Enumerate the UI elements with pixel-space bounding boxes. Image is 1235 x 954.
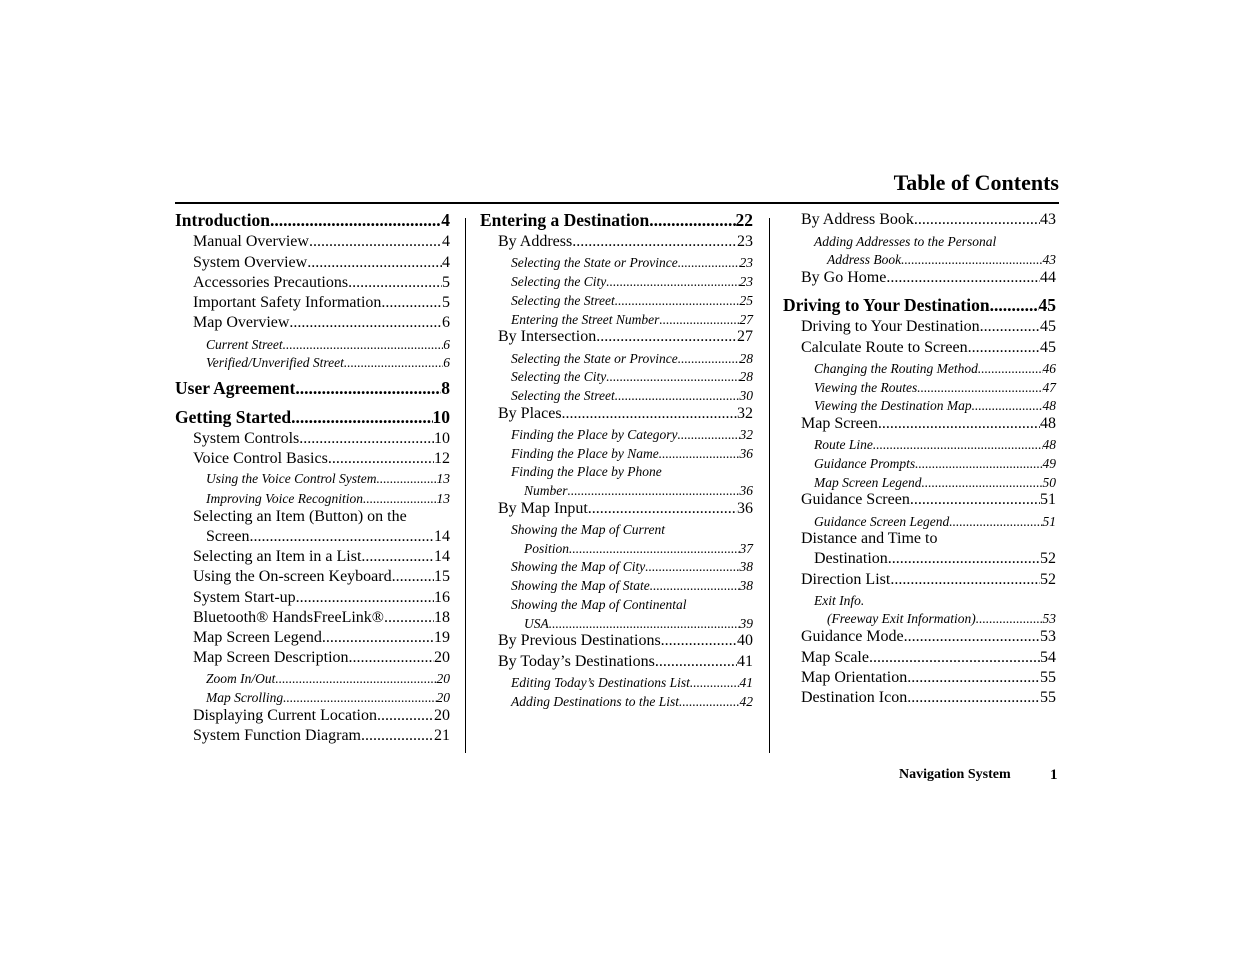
toc-page-number: 15 xyxy=(434,567,450,585)
toc-page-number: 39 xyxy=(739,615,753,631)
dot-leader xyxy=(307,255,442,271)
toc-page-number: 32 xyxy=(737,404,753,422)
toc-entry-title: Map Overview xyxy=(193,313,290,331)
toc-entry[interactable] xyxy=(193,275,450,291)
toc-entry-title: Map Orientation xyxy=(801,668,908,686)
toc-subentry[interactable] xyxy=(511,695,753,709)
toc-entry[interactable] xyxy=(801,270,1056,286)
toc-subentry[interactable] xyxy=(524,617,753,631)
toc-page-number: 12 xyxy=(434,449,450,467)
dot-leader xyxy=(915,457,1042,471)
toc-page-number: 20 xyxy=(436,670,450,686)
toc-subentry[interactable] xyxy=(206,672,450,686)
dot-leader xyxy=(661,633,737,649)
toc-entry-title: Selecting the Street xyxy=(511,387,615,403)
toc-entry-title: Driving to Your Destination xyxy=(783,294,990,315)
dot-leader xyxy=(309,234,442,250)
toc-entry[interactable] xyxy=(193,590,450,606)
toc-page-number: 55 xyxy=(1040,688,1056,706)
dot-leader xyxy=(572,234,737,250)
toc-page-number: 8 xyxy=(441,377,450,398)
dot-leader xyxy=(888,551,1040,567)
dot-leader xyxy=(349,650,434,666)
toc-page-number: 51 xyxy=(1040,490,1056,508)
toc-subentry[interactable] xyxy=(511,579,753,593)
toc-subentry[interactable] xyxy=(814,457,1056,471)
toc-page-number: 48 xyxy=(1040,414,1056,432)
toc-entry-title: Verified/Unverified Street xyxy=(206,354,344,370)
dot-leader xyxy=(606,370,739,384)
toc-entry-title: Showing the Map of City xyxy=(511,558,646,574)
toc-entry-title: Showing the Map of State xyxy=(511,577,650,593)
toc-page-number: 45 xyxy=(1040,317,1056,335)
toc-subentry[interactable] xyxy=(206,472,450,486)
toc-entry-title: Map Screen xyxy=(801,414,878,432)
toc-entry[interactable] xyxy=(801,572,1056,588)
toc-entry-title: Map Screen Description xyxy=(193,648,349,666)
toc-subentry[interactable] xyxy=(827,253,1056,267)
toc-subentry[interactable] xyxy=(206,338,450,352)
toc-entry-title: By Address xyxy=(498,232,573,250)
toc-entry-continuation: Address Book xyxy=(827,251,902,267)
toc-entry[interactable] xyxy=(801,416,1056,432)
toc-entry-title: Manual Overview xyxy=(193,232,309,250)
toc-entry[interactable] xyxy=(193,295,450,311)
toc-entry[interactable] xyxy=(193,431,450,447)
dot-leader xyxy=(878,416,1040,432)
toc-page-number: 21 xyxy=(434,726,450,744)
dot-leader xyxy=(377,708,434,724)
toc-page-number: 50 xyxy=(1042,474,1056,490)
toc-entry-title: Calculate Route to Screen xyxy=(801,338,968,356)
toc-entry-title: System Controls xyxy=(193,429,300,447)
toc-entry-title: Selecting the State or Province xyxy=(511,254,678,270)
toc-page-number: 54 xyxy=(1040,648,1056,666)
toc-page-number: 48 xyxy=(1042,436,1056,452)
toc-entry[interactable] xyxy=(801,212,1056,228)
dot-leader xyxy=(904,629,1040,645)
toc-subentry-first-line[interactable]: Adding Addresses to the Personal xyxy=(814,233,997,249)
dot-leader xyxy=(392,569,434,585)
toc-entry-title: Improving Voice Recognition xyxy=(206,490,363,506)
toc-subentry[interactable] xyxy=(524,484,753,498)
dot-leader xyxy=(588,501,737,517)
toc-subentry[interactable] xyxy=(511,676,753,690)
toc-entry-title: Using the On-screen Keyboard xyxy=(193,567,392,585)
dot-leader xyxy=(972,399,1043,413)
toc-page-number: 32 xyxy=(739,426,753,442)
toc-entry-title: Finding the Place by Category xyxy=(511,426,678,442)
toc-page-number: 43 xyxy=(1042,251,1056,267)
toc-entry[interactable] xyxy=(801,629,1056,645)
toc-subentry[interactable] xyxy=(814,362,1056,376)
toc-page-number: 37 xyxy=(739,540,753,556)
page-title: Table of Contents xyxy=(893,170,1059,195)
toc-entry[interactable] xyxy=(193,708,450,724)
dot-leader xyxy=(562,406,737,422)
dot-leader xyxy=(678,256,740,270)
toc-entry-title: Entering a Destination xyxy=(480,209,650,230)
toc-page-number: 19 xyxy=(434,628,450,646)
dot-leader xyxy=(606,275,739,289)
toc-entry[interactable] xyxy=(193,255,450,271)
dot-leader xyxy=(917,381,1042,395)
column-divider xyxy=(465,218,466,753)
toc-page-number: 18 xyxy=(434,608,450,626)
dot-leader xyxy=(322,630,434,646)
toc-entry-title: Selecting the Street xyxy=(511,292,615,308)
toc-entry[interactable] xyxy=(206,529,450,545)
toc-subentry-first-line[interactable]: Showing the Map of Current xyxy=(511,521,665,537)
toc-entry-continuation: USA xyxy=(524,615,549,631)
toc-page-number: 47 xyxy=(1042,379,1056,395)
dot-leader xyxy=(901,253,1042,267)
dot-leader xyxy=(568,484,740,498)
toc-page-number: 28 xyxy=(739,350,753,366)
toc-entry-title: Destination Icon xyxy=(801,688,908,706)
toc-entry[interactable] xyxy=(801,690,1056,706)
toc-subentry[interactable] xyxy=(511,256,753,270)
toc-entry-title: Selecting the State or Province xyxy=(511,350,678,366)
toc-page-number: 55 xyxy=(1040,668,1056,686)
dot-leader xyxy=(596,329,737,345)
toc-entry[interactable] xyxy=(193,315,450,331)
dot-leader xyxy=(376,472,436,486)
dot-leader xyxy=(283,691,436,705)
toc-entry-title: Selecting the City xyxy=(511,368,607,384)
dot-leader xyxy=(655,654,737,670)
toc-entry-title: Viewing the Destination Map xyxy=(814,397,972,413)
toc-entry-title: Zoom In/Out xyxy=(206,670,276,686)
dot-leader xyxy=(615,294,740,308)
toc-entry-title: Entering the Street Number xyxy=(511,311,660,327)
toc-subentry[interactable] xyxy=(511,560,753,574)
toc-subentry[interactable] xyxy=(814,476,1056,490)
toc-entry-title: By Today’s Destinations xyxy=(498,652,655,670)
dot-leader xyxy=(295,380,441,398)
toc-section-heading[interactable] xyxy=(480,209,753,230)
dot-leader xyxy=(569,542,739,556)
footer-label: Navigation System xyxy=(899,767,1011,782)
toc-page-number: 45 xyxy=(1040,338,1056,356)
toc-entry-title: Current Street xyxy=(206,336,283,352)
page-number: 1 xyxy=(1050,767,1058,783)
toc-page-number: 45 xyxy=(1038,294,1056,315)
toc-entry[interactable] xyxy=(498,501,753,517)
toc-entry-title: Introduction xyxy=(175,209,270,230)
dot-leader xyxy=(291,409,432,427)
toc-subentry[interactable] xyxy=(511,313,753,327)
toc-subentry[interactable] xyxy=(814,515,1056,529)
dot-leader xyxy=(645,560,739,574)
toc-subentry[interactable] xyxy=(511,447,753,461)
toc-page-number: 42 xyxy=(739,693,753,709)
toc-entry-title: Viewing the Routes xyxy=(814,379,918,395)
toc-entry-title: System Start-up xyxy=(193,588,296,606)
dot-leader xyxy=(381,295,442,311)
toc-entry-title: Changing the Routing Method xyxy=(814,360,978,376)
toc-page-number: 28 xyxy=(739,368,753,384)
dot-leader xyxy=(690,676,740,690)
toc-entry-title: Direction List xyxy=(801,570,891,588)
toc-subentry[interactable] xyxy=(206,356,450,370)
toc-page-number: 4 xyxy=(442,253,450,271)
toc-subentry[interactable] xyxy=(511,294,753,308)
column-divider xyxy=(769,218,770,753)
toc-page-number: 41 xyxy=(739,674,753,690)
toc-page-number: 20 xyxy=(436,689,450,705)
toc-page-number: 46 xyxy=(1042,360,1056,376)
dot-leader xyxy=(283,338,444,352)
toc-section-heading[interactable] xyxy=(175,406,450,427)
toc-page-number: 14 xyxy=(434,527,450,545)
toc-page-number: 41 xyxy=(737,652,753,670)
toc-subentry-first-line[interactable]: Finding the Place by Phone xyxy=(511,463,662,479)
toc-entry[interactable] xyxy=(193,234,450,250)
dot-leader xyxy=(679,695,739,709)
dot-leader xyxy=(250,529,434,545)
toc-subentry[interactable] xyxy=(827,612,1056,626)
toc-page-number: 48 xyxy=(1042,397,1056,413)
toc-page-number: 22 xyxy=(735,209,753,230)
dot-leader xyxy=(659,447,740,461)
dot-leader xyxy=(980,319,1040,335)
toc-page-number: 4 xyxy=(441,209,450,230)
toc-page-number: 23 xyxy=(739,254,753,270)
toc-section-heading[interactable] xyxy=(175,209,450,230)
toc-entry-title: By Go Home xyxy=(801,268,887,286)
toc-entry[interactable] xyxy=(498,654,753,670)
dot-leader xyxy=(549,617,740,631)
toc-entry-title: System Overview xyxy=(193,253,308,271)
toc-page-number: 5 xyxy=(442,293,450,311)
toc-entry-title: Guidance Prompts xyxy=(814,455,916,471)
dot-leader xyxy=(907,670,1040,686)
toc-entry-continuation: (Freeway Exit Information) xyxy=(827,610,976,626)
dot-leader xyxy=(348,275,442,291)
toc-subentry[interactable] xyxy=(814,438,1056,452)
toc-entry-title: Map Screen Legend xyxy=(193,628,322,646)
toc-entry-title: System Function Diagram xyxy=(193,726,361,744)
dot-leader xyxy=(869,650,1040,666)
toc-subentry[interactable] xyxy=(206,492,450,506)
toc-entry-continuation: Position xyxy=(524,540,570,556)
toc-page-number: 20 xyxy=(434,706,450,724)
toc-subentry[interactable] xyxy=(814,381,1056,395)
toc-entry[interactable] xyxy=(193,610,450,626)
dot-leader xyxy=(921,476,1042,490)
toc-page-number: 13 xyxy=(436,470,450,486)
toc-entry-title: Selecting the City xyxy=(511,273,607,289)
dot-leader xyxy=(990,297,1039,315)
dot-leader xyxy=(949,515,1042,529)
toc-page-number: 40 xyxy=(737,631,753,649)
toc-entry-title: Adding Destinations to the List xyxy=(511,693,680,709)
toc-entry[interactable] xyxy=(801,319,1056,335)
dot-leader xyxy=(677,428,739,442)
toc-entry[interactable] xyxy=(801,670,1056,686)
toc-page-number: 53 xyxy=(1040,627,1056,645)
toc-page-number: 44 xyxy=(1040,268,1056,286)
toc-entry-title: Getting Started xyxy=(175,406,292,427)
dot-leader xyxy=(650,579,740,593)
toc-page-number: 4 xyxy=(442,232,450,250)
dot-leader xyxy=(886,270,1040,286)
dot-leader xyxy=(344,356,443,370)
toc-entry-first-line[interactable]: Selecting an Item (Button) on the xyxy=(193,507,407,525)
toc-page-number: 6 xyxy=(443,354,450,370)
toc-subentry[interactable] xyxy=(814,399,1056,413)
dot-leader xyxy=(299,431,434,447)
toc-entry[interactable] xyxy=(193,569,450,585)
toc-subentry[interactable] xyxy=(511,428,753,442)
toc-entry[interactable] xyxy=(801,650,1056,666)
toc-entry-title: Guidance Screen Legend xyxy=(814,513,950,529)
dot-leader xyxy=(907,690,1040,706)
dot-leader xyxy=(270,212,441,230)
toc-entry-title: Editing Today’s Destinations List xyxy=(511,674,690,690)
dot-leader xyxy=(289,315,442,331)
toc-page-number: 23 xyxy=(739,273,753,289)
toc-entry[interactable] xyxy=(814,551,1056,567)
toc-page-number: 14 xyxy=(434,547,450,565)
toc-subentry[interactable] xyxy=(511,370,753,384)
dot-leader xyxy=(659,313,739,327)
toc-entry[interactable] xyxy=(498,633,753,649)
toc-section-heading[interactable] xyxy=(175,377,450,398)
toc-page-number: 13 xyxy=(436,490,450,506)
toc-page-number: 52 xyxy=(1040,570,1056,588)
toc-entry-title: Finding the Place by Name xyxy=(511,445,659,461)
toc-entry[interactable] xyxy=(498,234,753,250)
toc-page-number: 49 xyxy=(1042,455,1056,471)
dot-leader xyxy=(678,352,740,366)
toc-entry[interactable] xyxy=(193,630,450,646)
toc-page-number: 52 xyxy=(1040,549,1056,567)
toc-page-number: 20 xyxy=(434,648,450,666)
toc-entry-title: User Agreement xyxy=(175,377,296,398)
dot-leader xyxy=(978,362,1043,376)
toc-page-number: 38 xyxy=(739,558,753,574)
toc-page-number: 38 xyxy=(739,577,753,593)
dot-leader xyxy=(361,549,434,565)
dot-leader xyxy=(968,340,1040,356)
toc-entry[interactable] xyxy=(193,728,450,744)
toc-entry-title: Driving to Your Destination xyxy=(801,317,980,335)
toc-entry[interactable] xyxy=(801,492,1056,508)
toc-subentry-first-line[interactable]: Exit Info. xyxy=(814,592,865,608)
toc-entry-title: Map Scrolling xyxy=(206,689,284,705)
toc-entry-title: Map Scale xyxy=(801,648,869,666)
dot-leader xyxy=(328,451,434,467)
toc-page-number: 36 xyxy=(739,482,753,498)
toc-entry-first-line[interactable]: Distance and Time to xyxy=(801,529,938,547)
toc-page-number: 53 xyxy=(1042,610,1056,626)
dot-leader xyxy=(873,438,1043,452)
toc-page-number: 36 xyxy=(737,499,753,517)
toc-subentry[interactable] xyxy=(511,389,753,403)
toc-subentry-first-line[interactable]: Showing the Map of Continental xyxy=(511,596,687,612)
toc-entry[interactable] xyxy=(801,340,1056,356)
toc-page-number: 25 xyxy=(739,292,753,308)
toc-entry-title: Selecting an Item in a List xyxy=(193,547,362,565)
toc-entry[interactable] xyxy=(498,406,753,422)
toc-entry[interactable] xyxy=(193,451,450,467)
toc-entry-title: Voice Control Basics xyxy=(193,449,328,467)
toc-page-number: 5 xyxy=(442,273,450,291)
dot-leader xyxy=(649,212,735,230)
toc-page-number: 10 xyxy=(434,429,450,447)
toc-page-number: 43 xyxy=(1040,210,1056,228)
toc-entry-title: By Map Input xyxy=(498,499,588,517)
toc-page-number: 6 xyxy=(443,336,450,352)
toc-page-number: 27 xyxy=(739,311,753,327)
dot-leader xyxy=(275,672,436,686)
header-rule xyxy=(175,202,1059,204)
toc-section-heading[interactable] xyxy=(783,294,1056,315)
dot-leader xyxy=(615,389,740,403)
toc-entry-title: Map Screen Legend xyxy=(814,474,922,490)
toc-entry-title: Important Safety Information xyxy=(193,293,382,311)
dot-leader xyxy=(976,612,1043,626)
toc-entry[interactable] xyxy=(498,329,753,345)
toc-entry-title: Using the Voice Control System xyxy=(206,470,377,486)
toc-subentry[interactable] xyxy=(524,542,753,556)
dot-leader xyxy=(914,212,1040,228)
toc-entry-continuation: Screen xyxy=(206,527,250,545)
toc-page-number: 51 xyxy=(1042,513,1056,529)
toc-page-number: 23 xyxy=(737,232,753,250)
toc-page-number: 27 xyxy=(737,327,753,345)
toc-entry-title: Guidance Mode xyxy=(801,627,904,645)
toc-entry[interactable] xyxy=(193,549,450,565)
toc-entry-title: Guidance Screen xyxy=(801,490,910,508)
toc-page-number: 16 xyxy=(434,588,450,606)
toc-entry-continuation: Number xyxy=(524,482,568,498)
toc-subentry[interactable] xyxy=(206,691,450,705)
toc-entry-title: Route Line xyxy=(814,436,873,452)
toc-entry-title: By Intersection xyxy=(498,327,597,345)
toc-entry-title: Bluetooth® HandsFreeLink® xyxy=(193,608,384,626)
dot-leader xyxy=(363,492,437,506)
dot-leader xyxy=(910,492,1040,508)
toc-entry[interactable] xyxy=(193,650,450,666)
toc-page-number: 10 xyxy=(432,406,450,427)
toc-entry-title: Accessories Precautions xyxy=(193,273,349,291)
toc-subentry[interactable] xyxy=(511,275,753,289)
dot-leader xyxy=(890,572,1040,588)
toc-entry-continuation: Destination xyxy=(814,549,888,567)
toc-entry-title: By Previous Destinations xyxy=(498,631,661,649)
dot-leader xyxy=(384,610,434,626)
dot-leader xyxy=(361,728,434,744)
toc-page-number: 30 xyxy=(739,387,753,403)
dot-leader xyxy=(296,590,434,606)
toc-entry-title: By Address Book xyxy=(801,210,914,228)
toc-subentry[interactable] xyxy=(511,352,753,366)
toc-entry-title: Displaying Current Location xyxy=(193,706,377,724)
toc-page-number: 36 xyxy=(739,445,753,461)
toc-page-number: 6 xyxy=(442,313,450,331)
toc-entry-title: By Places xyxy=(498,404,562,422)
